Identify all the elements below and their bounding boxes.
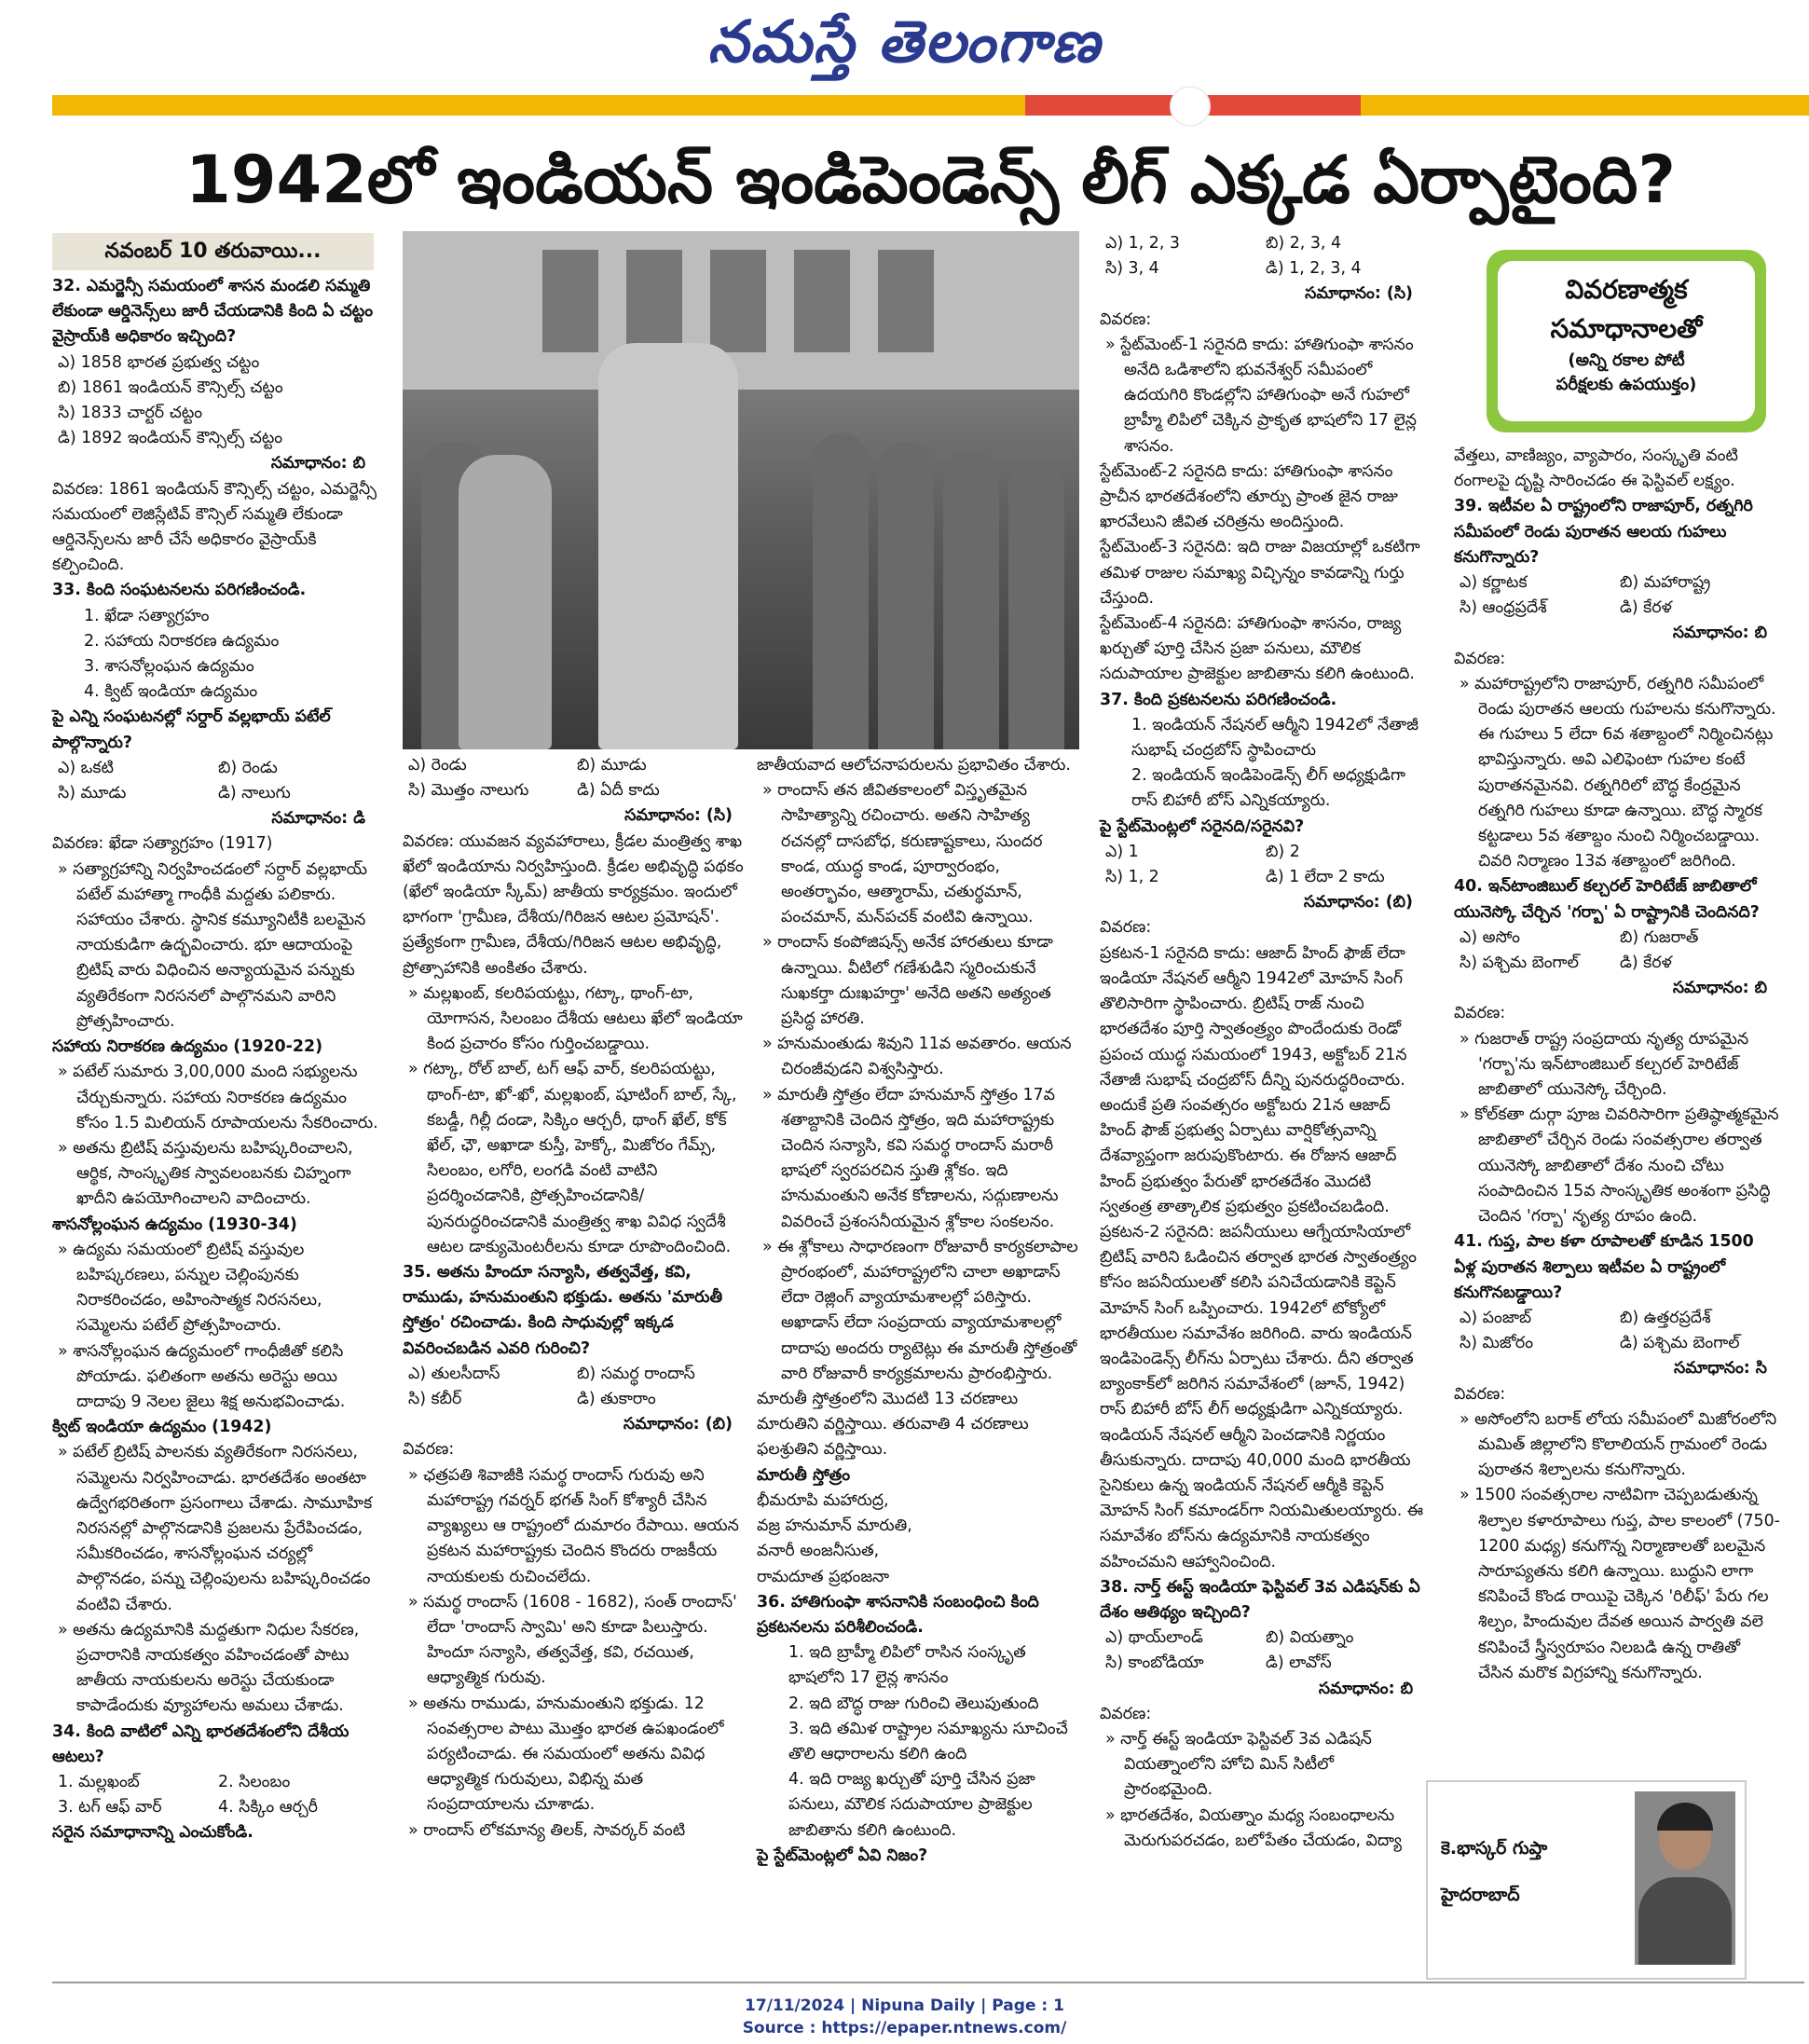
bullet: » గుజరాత్ రాష్ట్ర సంప్రదాయ నృత్య రూపమైన 'గర్బా'ను ఇన్‌టాంజిబుల్ కల్చరల్ హెరిటేజ్ జాబితాలో యునెస్కో చేర్చింది. (1460, 1029, 1749, 1100)
bullet: » నార్త్ ఈస్ట్ ఇండియా ఫెస్టివల్ 3వ ఎడిషన్ వియత్నాంలోని హోచి మిన్ సిటీలో ప్రారంభమైంది. (1105, 1729, 1372, 1800)
paragraph: జాతీయవాద ఆలోచనాపరులను ప్రభావితం చేశారు. (757, 756, 1071, 775)
option: బి) 2 (1266, 842, 1300, 861)
option: డి) నాలుగు (218, 784, 291, 803)
paragraph: వివరణ: (1100, 918, 1152, 938)
option-row (52, 1770, 378, 1795)
masthead-logo: నమస్తే తెలంగాణ (707, 7, 1102, 75)
option: బి) సమర్థ రాందాస్ (577, 1364, 695, 1383)
statement: 3. ఇది తమిళ రాష్ట్రాల సమాఖ్యను సూచించే తొలి ఆధారాలను కలిగి ఉంది (788, 1719, 1068, 1763)
option: ఎ) 1, 2, 3 (1105, 234, 1180, 253)
footer-source-line: Source : https://epaper.ntnews.com/ (742, 2019, 1067, 2037)
bullet: » రాందాస్ తన జీవితకాలంలో విస్తృతమైన సాహిత్యాన్ని రచించారు. అతని సాహిత్య రచనల్లో దాసబోధ, కరుణాష్టకాలు, సుందర కాండ, యుద్ధ కాండ, పూర్వారంభం, అంతర్భావం, ఆత్మారామ్, చతుర్థమాన్, పంచమాన్, మన్‌పచక్ వంటివి ఉన్నాయి. (762, 781, 1043, 927)
archival-photo (403, 231, 1079, 749)
bullet: » మారుతీ స్తోత్రం లేదా హనుమాన్ స్తోత్రం 17వ శతాబ్దానికి చెందిన స్తోత్రం, ఇది మహారాష్ట్రకు చెందిన సన్యాసి, కవి సమర్థ రాందాస్ మరాఠీ భాషలో స్వరపరచిన స్తుతి శ్లోకం. ఇది హనుమంతుని అనేక కోణాలను, సద్గుణాలను వివరించే ప్రశంసనీయమైన శ్లోకాల సంకలనం. (762, 1085, 1059, 1231)
option-row (52, 781, 378, 806)
footer-rule (52, 1982, 1804, 1983)
option: ఎ) థాయ్‌లాండ్ (1105, 1628, 1203, 1648)
bullet: » 1500 సంవత్సరాల నాటివిగా చెప్పబడుతున్న శిల్పాల కళారూపాలు గుప్త, పాల కాలంలో (750-1200 మధ్య) కనుగొన్న నిర్మాణాలతో బలమైన సారూప్యతను కలిగి ఉన్నాయి. బుద్ధుని లాగా కనిపించే కొండ రాయిపై చెక్కిన 'రిలీఫ్' పేరు గల శిల్పం, హిందువుల దేవత అయిన పార్వతి వలె కనిపించే స్త్రీస్వరూపం నిలబడి ఉన్న రాతితో చేసిన మరొక విగ్రహాన్ని కనుగొన్నారు. (1460, 1486, 1780, 1682)
answer: సమాధానం: (సి) (1305, 284, 1413, 304)
bullet: » ఉద్యమ సమయంలో బ్రిటిష్ వస్తువుల బహిష్కరణలు, పన్నుల చెల్లింపునకు నిరాకరించడం, అహింసాత్మక నిరసనలు, సమ్మెలను పటేల్ ప్రోత్సహించారు. (58, 1240, 322, 1336)
question: 41. గుప్త, పాల కళా రూపాలతో కూడిన 1500 ఏళ్ల పురాతన శిల్పాలు ఇటీవల ఏ రాష్ట్రంలో కనుగొనబడ్డాయి? (1454, 1232, 1754, 1302)
option-row (1100, 1651, 1426, 1676)
paragraph: వివరణ: ఖేడా సత్యాగ్రహం (1917) (52, 834, 273, 854)
option: ఎ) పంజాబ్ (1460, 1308, 1532, 1327)
bullet: » గట్కా, రోల్ బాల్, టగ్ ఆఫ్ వార్, కలరిపయట్టు, థాంగ్-టా, ఖో-ఖో, మల్లఖంబ్, షూటింగ్ బాల్, స్కే, కబడ్డీ, గిల్లీ దండా, సిక్కిం ఆర్చరీ, థాంగ్ ఖేల్, కోక్ ఖేల్, ఛౌ, అఖాడా కుస్తీ, హెక్కో, మిజోరం గేమ్స్, సిలంబం, లగోరి, లంగడి వంటి వాటిని ప్రదర్శించడానికి, ప్రోత్సహించడానికి/ పునరుద్ధరించడానికి మంత్రిత్వ శాఖ వివిధ స్వదేశీ ఆటల డాక్యుమెంటరీలను కూడా రూపొందించింది. (408, 1060, 737, 1256)
option: ఎ) అసోం (1460, 927, 1520, 947)
option: బి) మహారాష్ట్ర (1620, 573, 1711, 593)
author-name: కె.భాస్కర్ గుప్తా (1441, 1838, 1548, 1859)
question: సరైన సమాధానాన్ని ఎంచుకోండి. (52, 1823, 254, 1843)
question: 35. అతను హిందూ సన్యాసి, తత్వవేత్త, కవి, రాముడు, హనుమంతుని భక్తుడు. అతను 'మారుతీ స్తోత్రం' రచించాడు. కింది సాధువుల్లో ఇక్కడ వివరించబడిన ఎవరి గురించి? (403, 1263, 723, 1358)
question: 34. కింది వాటిలో ఎన్ని భారతదేశంలోని దేశీయ ఆటలు? (52, 1722, 349, 1766)
paragraph: వివరణ: 1861 ఇండియన్ కౌన్సిల్స్ చట్టం, ఎమర్జెన్సీ సమయంలో లెజిస్లేటివ్ కౌన్సిల్ సమ్మతి లేకుండా ఆర్డినెన్స్‌లను జారీ చేసే అధికారం వైస్రాయ్‌కి కల్పించింది. (52, 479, 377, 575)
statement: 1. ఇండియన్ నేషనల్ ఆర్మీని 1942లో నేతాజీ సుభాష్ చంద్రబోస్ స్థాపించారు (1131, 715, 1418, 761)
paragraph: వివరణ: (1454, 1004, 1506, 1023)
subheading: మారుతీ స్తోత్రం (757, 1465, 851, 1485)
bullet: » అతను ఉద్యమానికి మద్దతుగా నిధుల సేకరణ, ప్రచారానికి నాయకత్వం వహించడంతో పాటు జాతీయ నాయకులను అరెస్టు చేయకుండా కాపాడేందుకు వ్యూహాలను అమలు చేశాడు. (58, 1620, 360, 1716)
bullet: » భారతదేశం, వియత్నాం మధ్య సంబంధాలను మెరుగుపరచడం, బలోపేతం చేయడం, విద్యా (1105, 1805, 1402, 1850)
bullet: » ఛత్రపతి శివాజీకి సమర్థ రాందాస్ గురువు అని మహారాష్ట్ర గవర్నర్ భగత్ సింగ్ కోశ్యారీ చేసిన వ్యాఖ్యలు ఆ రాష్ట్రంలో దుమారం రేపాయి. ఆయన ప్రకటన మహారాష్ట్రకు చెందిన కొందరు రాజకీయ నాయకులకు రుచించలేదు. (408, 1465, 739, 1586)
statement: 4. ఇది రాజ్య ఖర్చుతో పూర్తి చేసిన ప్రజా పనులు, మౌలిక సదుపాయాల ప్రాజెక్టుల జాబితాను కలిగి ఉంటుంది. (788, 1770, 1035, 1840)
option-row (403, 753, 746, 778)
option: డి) 1 లేదా 2 కాదు (1266, 868, 1385, 887)
bullet: » సత్యాగ్రహాన్ని నిర్వహించడంలో సర్దార్ వల్లభాయ్ పటేల్ మహాత్మా గాంధీకి మద్దతు పలికారు. సహాయం చేశారు. స్థానిక కమ్యూనిటీకి బలమైన నాయకుడిగా ఉద్భవించారు. భూ ఆదాయంపై బ్రిటిష్ వారు విధించిన అన్యాయమైన పన్నుకు వ్యతిరేకంగా నిరసనలో పాల్గొనమని వారిని ప్రోత్సహించారు. (58, 859, 367, 1031)
question: 39. ఇటీవల ఏ రాష్ట్రంలోని రాజాపూర్, రత్నగిరి సమీపంలో రెండు పురాతన ఆలయ గుహలు కనుగొన్నారు? (1454, 497, 1753, 567)
option-row (1100, 231, 1426, 256)
option-row (1454, 951, 1780, 976)
option: డి) తుకారాం (577, 1390, 656, 1409)
bullet: » రాందాస్ లోకమాన్య తిలక్, సావర్కర్ వంటి (408, 1820, 686, 1840)
option: 2. సిలంబం (218, 1772, 291, 1791)
paragraph: భీమరూపి మహారుద్ర, (757, 1490, 889, 1510)
option-row (1454, 1306, 1780, 1331)
masthead (0, 7, 1809, 89)
footer-date-line: 17/11/2024 | Nipuna Daily | Page : 1 (745, 1996, 1064, 2015)
paragraph: వనారీ అంజనీసుత, (757, 1542, 880, 1561)
section-title: నవంబర్ 10 తరువాయి... (52, 233, 374, 270)
bullet: » మల్లఖంబ్, కలరిపయట్టు, గట్కా, థాంగ్-టా, యోగాసన, సిలంబం దేశీయ ఆటలు ఖేలో ఇండియా కింద ప్రచారం కోసం గుర్తించబడ్డాయి. (408, 983, 743, 1054)
option: సి) 1, 2 (1105, 868, 1159, 887)
badge-line2: సమాధానాలతో (1550, 313, 1703, 344)
option: ఎ) 1858 భారత ప్రభుత్వ చట్టం (58, 352, 260, 372)
question: 37. కింది ప్రకటనలను పరిగణించండి. (1100, 690, 1337, 709)
answer: సమాధానం: బి (270, 454, 365, 473)
answer: సమాధానం: బి (1672, 624, 1767, 643)
option-row (403, 1387, 746, 1412)
option: 3. టగ్ ఆఫ్ వార్ (58, 1798, 162, 1818)
paragraph: వేత్తలు, వాణిజ్యం, వ్యాపారం, సంస్కృతి వంటి రంగాలపై దృష్టి సారించడం ఈ ఫెస్టివల్ లక్ష్యం. (1454, 446, 1738, 491)
paragraph: వజ్ర హనుమాన్ మారుతి, (757, 1516, 912, 1536)
header-rule-dot (1170, 86, 1211, 127)
question: 33. కింది సంఘటనలను పరిగణించండి. (52, 581, 307, 600)
option: ఎ) కర్ణాటక (1460, 573, 1528, 593)
option-row (403, 778, 746, 803)
badge-line4: పరీక్షలకు ఉపయుక్తం) (1555, 375, 1697, 394)
option-row (403, 1362, 746, 1387)
option-row (52, 1795, 378, 1820)
option: సి) కాంబోడియా (1105, 1653, 1204, 1673)
paragraph: ప్రకటన-1 సరైనది కాదు: ఆజాద్ హింద్ ఫౌజ్ లేదా ఇండియా నేషనల్ ఆర్మీని 1942లో మోహన్ సింగ్ తొలిసారిగా స్థాపించారు. బ్రిటిష్ రాజ్ నుంచి భారతదేశం పూర్తి స్వాతంత్ర్యం పొందేందుకు రెండో ప్రపంచ యుద్ధ సమయంలో 1943, అక్టోబర్ 21న నేతాజీ సుభాష్ చంద్రబోస్ దీన్ని పునరుద్ధరించారు. అందుకే ప్రతి సంవత్సరం అక్టోబరు 21న ఆజాద్ హింద్ ఫౌజ్ ప్రభుత్వ ఏర్పాటు వార్షికోత్సవాన్ని దేశవ్యాప్తంగా జరుపుకొంటారు. ఈ రోజున ఆజాద్ హింద్ ప్రభుత్వం పేరుతో భారతదేశం మొదటి స్వతంత్ర తాత్కాలిక ప్రభుత్వం ప్రకటించబడింది. (1100, 943, 1407, 1216)
paragraph: వివరణ: యువజన వ్యవహారాలు, క్రీడల మంత్రిత్వ శాఖ ఖేలో ఇండియాను నిర్వహిస్తుంది. క్రీడల అభివృద్ధి పథకం (ఖేలో ఇండియా స్కీమ్) జాతీయ కార్యక్రమం. ఇందులో భాగంగా 'గ్రామీణ, దేశీయ/గిరిజన ఆటల ప్రమోషన్'. ప్రత్యేకంగా గ్రామీణ, దేశీయ/గిరిజన ఆటల అభివృద్ధి, ప్రోత్సాహానికి అంకితం చేశారు. (403, 831, 744, 978)
paragraph: మారుతీ స్తోత్రంలోని మొదటి 13 చరణాలు మారుతిని వర్ణిస్తాయి. తరువాతి 4 చరణాలు ఫలశ్రుతిని వర్ణిస్తాయి. (757, 1390, 1029, 1460)
subheading: క్విట్ ఇండియా ఉద్యమం (1942) (52, 1418, 272, 1437)
option: బి) రెండు (218, 758, 278, 777)
column-3 (757, 753, 1083, 1869)
bullet: » స్టేట్‌మెంట్-1 సరైనది కాదు: హాతిగుంఫా శాసనం అనేది ఒడిశాలోని భువనేశ్వర్ సమీపంలో ఉదయగిరి కొండల్లోని హాతిగుంఫా అనే గుహలో బ్రాహ్మీ లిపిలో చెక్కిన ప్రాకృత భాషలోని 17 లైన్ల శాసనం. (1105, 335, 1418, 456)
bullet: » అతను బ్రిటిష్ వస్తువులను బహిష్కరించాలని, ఆర్థిక, సాంస్కృతిక స్వావలంబనకు చిహ్నంగా ఖాదీని ఉపయోగించాలని వాదించారు. (58, 1138, 353, 1209)
bullet: » సమర్థ రాందాస్ (1608 - 1682), సంత్ రాందాస్' లేదా 'రాందాస్ స్వామి' అని కూడా పిలుస్తారు. హిందూ సన్యాసి, తత్వవేత్త, కవి, రచయిత, ఆధ్యాత్మిక గురువు. (408, 1592, 737, 1688)
column-2 (403, 753, 746, 1844)
question: 32. ఎమర్జెన్సీ సమయంలో శాసన మండలి సమ్మతి లేకుండా ఆర్డినెన్స్‌లు జారీ చేయడానికి కింది ఏ చట్టం వైస్రాయ్‌కి అధికారం ఇచ్చింది? (52, 277, 374, 347)
bullet: » కోల్‌కతా దుర్గా పూజ చివరిసారిగా ప్రతిష్ఠాత్మకమైన జాబితాలో చేర్చిన రెండు సంవత్సరాల తర్వాత యునెస్కో జాబితాలో దేశం నుంచి చోటు సంపాదించిన 15వ సాంస్కృతిక అంశంగా ప్రసిద్ధి చెందిన 'గర్బా' నృత్య రూపం ఉంది. (1460, 1105, 1779, 1227)
option: డి) కేరళ (1620, 953, 1672, 973)
option-row (1100, 840, 1426, 865)
badge-line3: (అన్ని రకాల పోటీ (1568, 350, 1685, 370)
header-rule (52, 95, 1809, 116)
option: ఎ) రెండు (408, 756, 467, 775)
option: డి) కేరళ (1620, 598, 1672, 618)
bullet: » హనుమంతుడు శివుని 11వ అవతారం. ఆయన చిరంజీవుడని విశ్వసిస్తారు. (762, 1035, 1072, 1079)
statement: 2. ఇండియన్ ఇండిపెండెన్స్ లీగ్ అధ్యక్షుడిగా రాస్ బిహారీ బోస్ ఎన్నికయ్యారు. (1131, 766, 1405, 811)
question: 38. నార్త్ ఈస్ట్ ఇండియా ఫెస్టివల్ 3వ ఎడిషన్‌కు ఏ దేశం ఆతిథ్యం ఇచ్చింది? (1100, 1577, 1420, 1622)
option: సి) 1833 చార్టర్ చట్టం (58, 404, 203, 423)
bullet: » అసోంలోని బరాక్ లోయ సమీపంలో మిజోరంలోని మమిత్ జిల్లాలోని కొలాలియన్ గ్రామంలో రెండు పురాతన శిల్పాలను కనుగొన్నారు. (1460, 1409, 1777, 1480)
question: పై స్టేట్‌మెంట్లలో ఏవి నిజం? (757, 1845, 928, 1865)
option: 1. మల్లఖంబ్ (58, 1772, 140, 1791)
answer: సమాధానం: డి (271, 809, 365, 829)
paragraph: స్టేట్‌మెంట్-4 సరైనది: హాతిగుంఫా శాసనం, రాజ్య ఖర్చుతో పూర్తి చేసిన ప్రజా పనులు, మౌలిక సదుపాయాల ప్రాజెక్టుల జాబితాను కలిగి ఉంటుంది. (1100, 614, 1415, 684)
statement: 2. సహాయ నిరాకరణ ఉద్యమం (84, 631, 280, 651)
option: డి) 1892 ఇండియన్ కౌన్సిల్స్ చట్టం (58, 429, 283, 448)
footer (0, 1995, 1809, 2039)
statement: 3. శాసనోల్లంఘన ఉద్యమం (84, 657, 254, 677)
statement: 1. ఖేడా సత్యాగ్రహం (84, 606, 210, 625)
bullet: » మహారాష్ట్రలోని రాజాపూర్, రత్నగిరి సమీపంలో రెండు పురాతన ఆలయ గుహలను కనుగొన్నారు. ఈ గుహలు 5 లేదా 6వ శతాబ్దంలో నిర్మించినట్లు భావిస్తున్నారు. అవి ఎలిఫెంటా గుహల కంటే పురాతనమైనవి. రత్నగిరిలో బౌద్ధ కేంద్రమైన రత్నగిరి గుహలు కూడా ఉన్నాయి. బౌద్ధ స్మారక కట్టడాలు 5వ శతాబ్దం నుంచి నిర్మించబడ్డాయి. చివరి నిర్మాణం 13వ శతాబ్దంలో జరిగింది. (1460, 674, 1776, 871)
paragraph: స్టేట్‌మెంట్-2 సరైనది కాదు: హాతిగుంఫా శాసనం ప్రాచీన భారతదేశంలోని తూర్పు ప్రాంత జైన రాజు ఖారవేలుని జీవిత చరిత్రను అందిస్తుంది. (1100, 461, 1398, 532)
paragraph: వివరణ: (1454, 649, 1506, 668)
option: డి) లావోస్ (1266, 1653, 1332, 1673)
option: బి) ఉత్తరప్రదేశ్ (1620, 1308, 1711, 1327)
option: డి) పశ్చిమ బెంగాల్ (1620, 1334, 1740, 1353)
option: సి) ఆంధ్రప్రదేశ్ (1460, 598, 1547, 618)
option: సి) మొత్తం నాలుగు (408, 781, 529, 801)
option: బి) 2, 3, 4 (1266, 234, 1342, 253)
answer: సమాధానం: (బి) (1303, 893, 1413, 912)
question: పై స్టేట్‌మెంట్లలో సరైనది/సరైనవి? (1100, 816, 1305, 836)
answer: సమాధానం: (సి) (624, 806, 733, 826)
question: 40. ఇన్‌టాంజిబుల్ కల్చరల్ హెరిటేజ్ జాబితాలో యునెస్కో చేర్చిన 'గర్బా' ఏ రాష్ట్రానికి చెందినది? (1454, 877, 1760, 922)
option-row (1100, 256, 1426, 281)
question: పై ఎన్ని సంఘటనల్లో సర్దార్ వల్లభాయ్ పటేల్ పాల్గొన్నారు? (52, 707, 331, 752)
option: 4. సిక్కిం ఆర్చరీ (218, 1798, 318, 1818)
answer: సమాధానం: (బి) (623, 1415, 733, 1434)
answer: సమాధానం: బి (1318, 1679, 1413, 1698)
paragraph: వివరణ: (403, 1440, 455, 1460)
option: సి) పశ్చిమ బెంగాల్ (1460, 953, 1579, 973)
option: సి) 3, 4 (1105, 259, 1159, 279)
statement: 4. క్విట్ ఇండియా ఉద్యమం (84, 682, 258, 702)
statement: 2. ఇది బౌద్ధ రాజు గురించి తెలుపుతుంది (788, 1694, 1039, 1713)
option: బి) 1861 ఇండియన్ కౌన్సిల్స్ చట్టం (58, 377, 283, 397)
option: డి) 1, 2, 3, 4 (1266, 259, 1362, 279)
option: బి) వియత్నాం (1266, 1628, 1354, 1648)
headline: 1942లో ఇండియన్ ఇండిపెండెన్స్ లీగ్ ఎక్కడ ఏర్పాటైంది? (185, 142, 1676, 218)
option: ఎ) తులసీదాస్ (408, 1364, 500, 1383)
bullet: » ఈ శ్లోకాలు సాధారణంగా రోజువారీ కార్యకలాపాల ప్రారంభంలో, మహారాష్ట్రలోని చాలా అఖాడాస్ లేదా రెజ్లింగ్ వ్యాయామశాలల్లో పఠిస్తారు. అఖాడాస్ లేదా సంప్రదాయ వ్యాయామశాలల్లో దాదాపు అందరు ర్యాటెట్లు ఈ మారుతీ స్తోత్రంతో వారి రోజువారీ కార్యక్రమాలను ప్రారంభిస్తారు. (762, 1237, 1078, 1383)
bullet: » అతను రాముడు, హనుమంతుని భక్తుడు. 12 సంవత్సరాల పాటు మొత్తం భారత ఉపఖండంలో పర్యటించాడు. ఈ సమయంలో అతను వివిధ ఆధ్యాత్మిక గురువులు, విభిన్న మత సంప్రదాయాలను చూశాడు. (408, 1694, 724, 1815)
paragraph: వివరణ: (1100, 1704, 1152, 1723)
question: 36. హాతిగుంఫా శాసనానికి సంబంధించి కింది ప్రకటనలను పరిశీలించండి. (757, 1592, 1039, 1637)
option-row (1454, 1331, 1780, 1356)
option: ఎ) 1 (1105, 842, 1139, 861)
bullet: » పటేల్ బ్రిటిష్ పాలనకు వ్యతిరేకంగా నిరసనలు, సమ్మెలను నిర్వహించాడు. భారతదేశం అంతటా ఉద్వేగభరితంగా ప్రసంగాలు చేశాడు. సామూహిక నిరసనల్లో పాల్గొనడానికి ప్రజలను ప్రేరేపించడం, సమీకరించడం, శాసనోల్లంఘన చర్యల్లో పాల్గొనడం, పన్ను చెల్లింపులను బహిష్కరించడం వంటివి చేశారు. (58, 1443, 373, 1614)
bullet: » రాందాస్ కంపోజిషన్స్ అనేక హారతులు కూడా ఉన్నాయి. వీటిలో గణేశుడిని స్మరించుకునే సుఖకర్తా దుఃఖహర్తా' అనేది అతని అత్యంత ప్రసిద్ధ హారతి. (762, 933, 1053, 1029)
author-photo (1635, 1791, 1735, 1965)
option: బి) గుజరాత్ (1620, 927, 1699, 947)
option: సి) మిజోరం (1460, 1334, 1534, 1353)
paragraph: స్టేట్‌మెంట్-3 సరైనది: ఇది రాజు విజయాల్లో ఒకటిగా తమిళ రాజుల సమాఖ్య విచ్ఛిన్నం కావడాన్ని గుర్తు చేస్తుంది. (1100, 538, 1420, 608)
column-4 (1100, 231, 1426, 1854)
option: డి) ఏదీ కాదు (577, 781, 660, 801)
author-city: హైదరాబాద్ (1441, 1885, 1520, 1905)
option: సి) కబీర్ (408, 1390, 462, 1409)
bullet: » శాసనోల్లంఘన ఉద్యమంలో గాంధీజీతో కలిసి పోయాడు. ఫలితంగా అతను అరెస్టు అయి దాదాపు 9 నెలల జైలు శిక్ష అనుభవించాడు. (58, 1341, 346, 1411)
option-row (1100, 1626, 1426, 1651)
subheading: శాసనోల్లంఘన ఉద్యమం (1930-34) (52, 1214, 297, 1234)
paragraph: ప్రకటన-2 సరైనది: జపనీయులు ఆగ్నేయాసియాలో బ్రిటిష్ వారిని ఓడించిన తర్వాత భారత స్వాతంత్ర్యం కోసం జపనీయులతో కలిసి పనిచేయడానికి కెప్టెన్ మోహన్ సింగ్ ఒప్పించారు. 1942లో టోక్యోలో భారతీయుల సమావేశం జరిగింది. వారు ఇండియన్ ఇండిపెండెన్స్ లీగ్‌ను ఏర్పాటు చేశారు. దీని తర్వాత బ్యాంకాక్‌లో జరిగిన సమావేశంలో (జూన్, 1942) రాస్ బిహారీ బోస్ లీగ్ అధ్యక్షుడిగా ఎన్నికయ్యారు. ఇండియన్ నేషనల్ ఆర్మీని పెంచడానికి నిర్ణయం తీసుకున్నారు. దాదాపు 40,000 మంది భారతీయ సైనికులు ఉన్న ఇండియన్ నేషనల్ ఆర్మీకి కెప్టెన్ మోహన్ సింగ్ కమాండర్‌గా నియమితులయ్యారు. ఈ సమావేశం బోస్‌ను ఉద్యమానికి నాయకత్వం వహించమని ఆహ్వానించింది. (1100, 1222, 1424, 1571)
column-1 (52, 274, 378, 1846)
answer: సమాధానం: సి (1674, 1359, 1767, 1379)
option: సి) మూడు (58, 784, 127, 803)
option-row (1100, 865, 1426, 890)
statement: 1. ఇది బ్రాహ్మీ లిపిలో రాసిన సంస్కృత భాషలోని 17 లైన్ల శాసనం (788, 1643, 1026, 1688)
paragraph: వివరణ: (1100, 309, 1152, 329)
column-5 (1454, 444, 1780, 1686)
option-row (52, 756, 378, 781)
option-row (1454, 570, 1780, 596)
option: ఎ) ఒకటి (58, 758, 114, 777)
subheading: సహాయ నిరాకరణ ఉద్యమం (1920-22) (52, 1037, 323, 1057)
option-row (1454, 596, 1780, 621)
author-box (1426, 1780, 1747, 1980)
option: బి) మూడు (577, 756, 647, 775)
option-row (1454, 926, 1780, 951)
answer: సమాధానం: బి (1672, 979, 1767, 998)
paragraph: రామదూత ప్రభంజనా (757, 1567, 890, 1586)
badge (1487, 250, 1766, 432)
badge-line1: వివరణాత్మక (1565, 274, 1688, 305)
bullet: » పటేల్ సుమారు 3,00,000 మంది సభ్యులను చేర్చుకున్నారు. సహాయ నిరాకరణ ఉద్యమం కోసం 1.5 మిలియన్ రూపాయలను సేకరించారు. (58, 1063, 378, 1132)
paragraph: వివరణ: (1454, 1384, 1506, 1404)
